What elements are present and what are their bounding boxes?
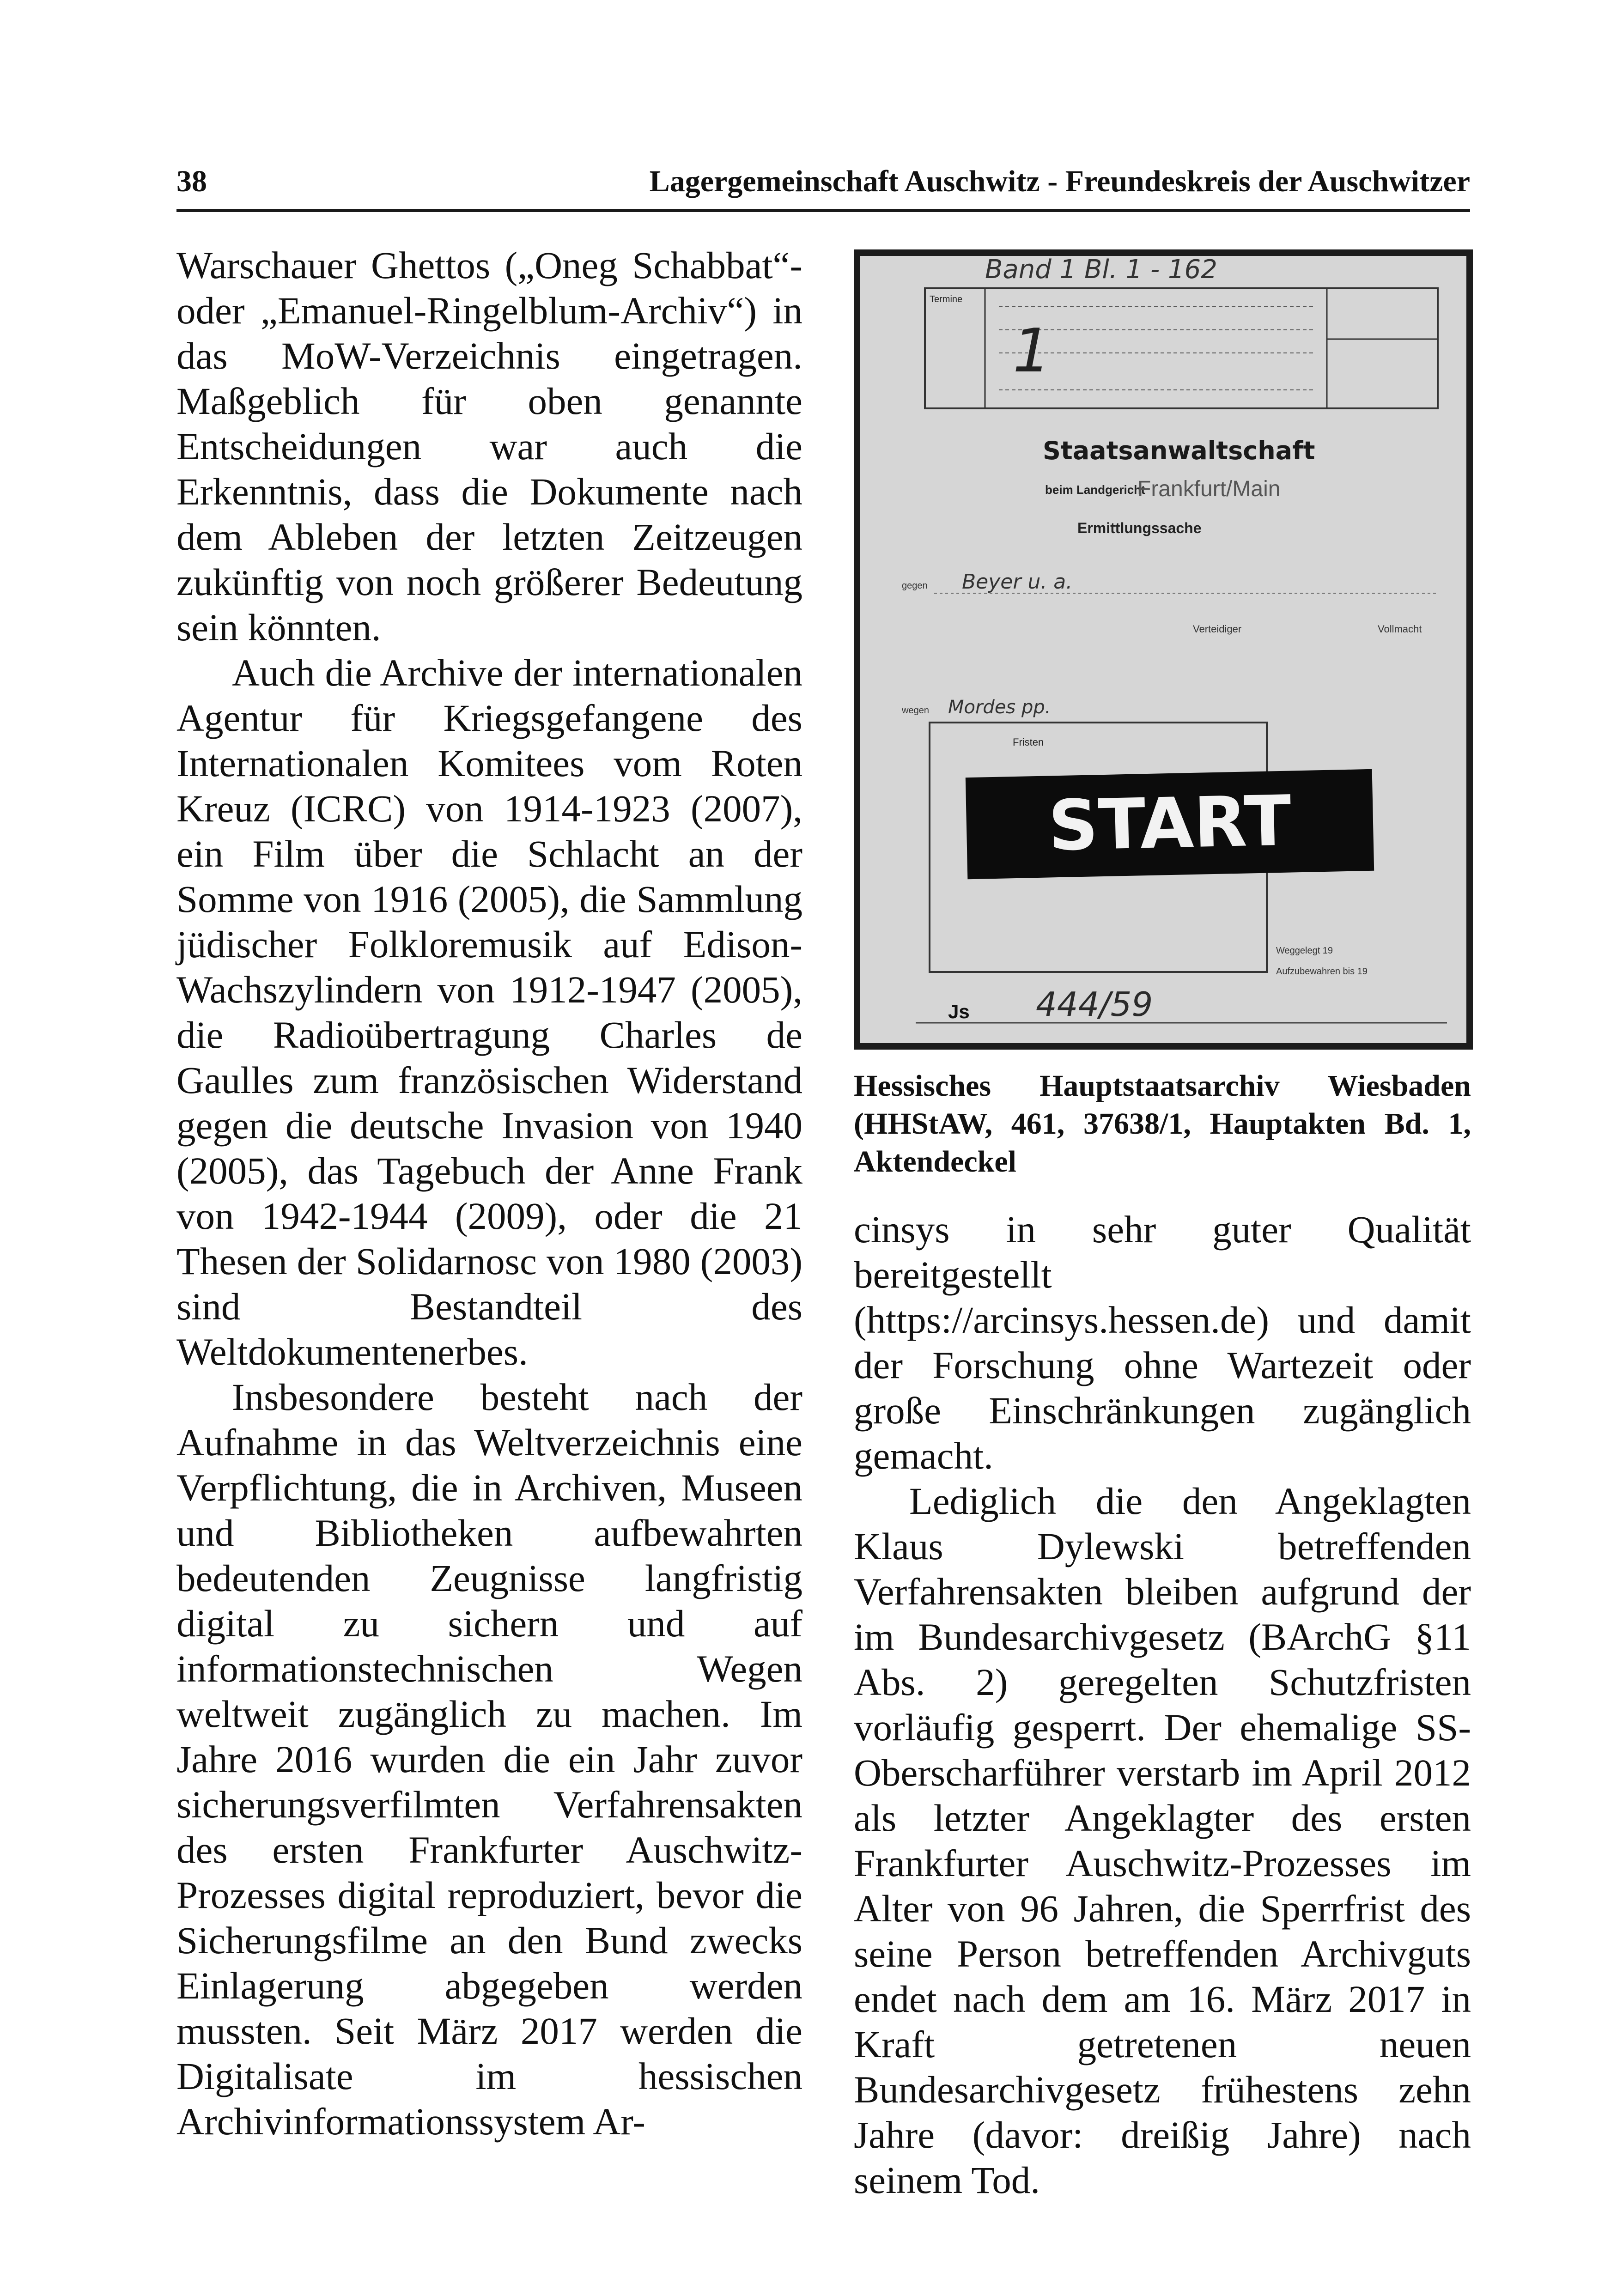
weggelegt-label: Weggelegt 19 <box>1276 946 1333 956</box>
case-type: Ermittlungssache <box>1077 520 1202 536</box>
aufbewahren-label: Aufzubewahren bis 19 <box>1276 966 1368 977</box>
gegen-label: gegen <box>902 581 928 591</box>
paragraph: cinsys in sehr guter Qualität bereitgestellt (https://arcinsys.hessen.de) und damit der Forschung ohne Wartezeit oder große Einschränkungen zugänglich gemacht. <box>854 1208 1471 1477</box>
file-cover-photo <box>854 249 1473 1050</box>
page-number: 38 <box>176 164 207 198</box>
handwritten-number: 1 <box>1013 316 1051 386</box>
paragraph: Lediglich die den Angeklagten Klaus Dylewski betreffenden Verfahrensakten bleiben aufgrund der im Bundesarchivgesetz (BArchG §11 Abs. 2) geregelten Schutzfristen vorläufig gesperrt. Der ehemalige SS-Oberscharführer verstarb im April 2012 als letzter Angeklagter des ersten Frankfurter Auschwitz-Prozesses im Alter von 96 Jahren, die Sperrfrist des seine Person betreffenden Archivguts endet nach dem am 16. März 2017 in Kraft getretenen neuen Bundesarchivgesetz frühestens zehn Jahre (davor: dreißig Jahre) nach seinem Tod. <box>854 1480 1471 2201</box>
file-number: 444/59 <box>1036 985 1153 1024</box>
figure-caption: Hessisches Hauptstaatsarchiv Wiesbaden (HHStAW, 461, 37638/1, Hauptakten Bd. 1, Aktendeckel <box>854 1069 1471 1178</box>
paragraph: Auch die Archive der internationalen Agentur für Kriegsgefangene des Internationalen Komitees vom Roten Kreuz (ICRC) von 1914-1923 (2007), ein Film über die Schlacht an der Somme von 1916 (2005), die Sammlung jüdischer Folkloremusik auf Edison-Wachszylindern von 1912-1947 (2005), die Radioübertragung Charles de Gaulles zum französischen Widerstand gegen die deutsche Invasion von 1940 (2005), das Tagebuch der Anne Frank von 1942-1944 (2009), oder die 21 Thesen der Solidarnosc von 1980 (2003) sind Bestandteil des Weltdokumentenerbes. <box>176 651 802 1373</box>
court-place: Frankfurt/Main <box>1137 477 1281 501</box>
court-prefix: beim Landgericht <box>1045 483 1145 497</box>
running-title: Lagergemeinschaft Auschwitz - Freundeskreis der Auschwitzer <box>649 164 1470 198</box>
vollmacht-label: Vollmacht <box>1378 623 1422 635</box>
defender-label: Verteidiger <box>1193 623 1242 635</box>
fristen-label: Fristen <box>1013 736 1044 748</box>
paragraph: Insbesondere besteht nach der Aufnahme in das Weltverzeichnis eine Verpflichtung, die in Archiven, Museen und Bibliotheken aufbewahrten bedeutenden Zeugnisse langfristig digital zu sichern und auf informationstechnischen Wegen weltweit zugänglich zu machen. Im Jahre 2016 wurden die ein Jahr zuvor sicherungsverfilmten Verfahrensakten des ersten Frankfurter Auschwitz-Prozesses digital reproduziert, bevor die Sicherungsfilme an den Bund zwecks Einlagerung abgegeben werden mussten. Seit März 2017 werden die Digitalisate im hessischen Archivinformationssystem Ar- <box>176 1376 802 2143</box>
handwritten-volume: Band 1 Bl. 1 - 162 <box>985 256 1217 285</box>
termine-label: Termine <box>930 294 963 304</box>
wegen-label: wegen <box>902 705 929 716</box>
header-rule <box>176 209 1470 212</box>
defendant-name: Beyer u. a. <box>962 570 1073 594</box>
right-column <box>854 1207 1471 2203</box>
file-cover-drawing <box>860 256 1466 1043</box>
offence: Mordes pp. <box>948 697 1051 718</box>
page-header <box>176 159 1470 203</box>
start-label: START <box>1047 781 1292 867</box>
left-column <box>176 243 802 2144</box>
js-prefix: Js <box>948 1001 970 1022</box>
authority-title: Staatsanwaltschaft <box>1043 436 1315 465</box>
paragraph: Warschauer Ghettos („Oneg Schabbat“- oder „Emanuel-Ringelblum-Archiv“) in das MoW-Verzeichnis eingetragen. Maßgeblich für oben genannte Entscheidungen war auch die Erkenntnis, dass die Dokumente nach dem Ableben der letzten Zeitzeugen zukünftig von noch größerer Bedeutung sein könnten. <box>176 244 802 649</box>
